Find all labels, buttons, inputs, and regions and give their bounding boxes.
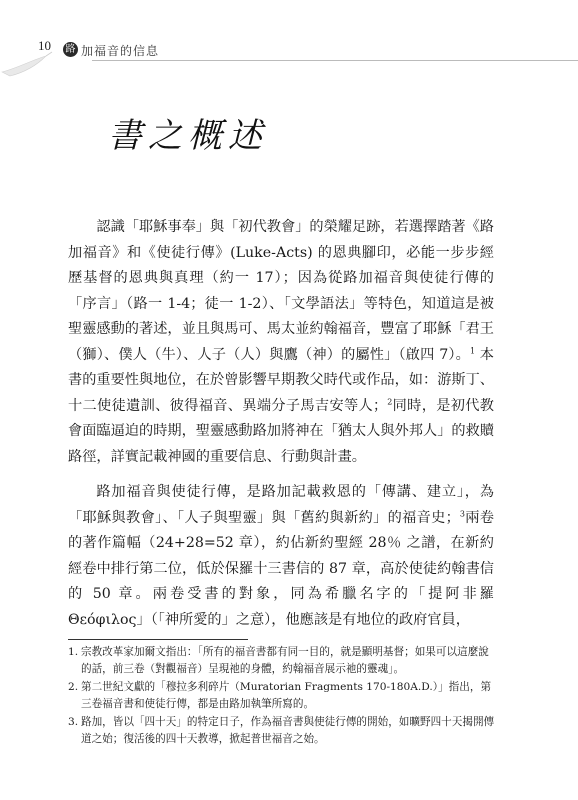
header-rule [92, 60, 578, 61]
footnote-item [68, 679, 498, 712]
feather-decoration-icon [0, 50, 70, 80]
footnote-ref[interactable]: 1 [470, 345, 476, 355]
footnote-number: 2. [68, 681, 79, 693]
footnote-ref[interactable]: 3 [459, 508, 465, 518]
running-header [30, 38, 578, 66]
footnote-item [68, 644, 498, 677]
paragraph-text: 本書的重要性與地位，在於曾影響早期教父時代或作品，如：游斯丁、十二使徒遺訓、彼得福音、異端分子馬吉安等人； [68, 346, 494, 414]
footnote-divider [68, 639, 248, 640]
footnote-text: 路加，皆以「四十天」的特定日子，作為福音書與使徒行傳的開始，如曠野四十天揭開傳道之始；復活後的四十天教導，掀起普世福音之始。 [81, 716, 495, 745]
section-title: 書之概述 [108, 116, 268, 156]
paragraph-text: 認識「耶穌事奉」與「初代教會」的榮耀足跡，若選擇踏著《路加福音》和《使徒行傳》(Luke-Acts) 的恩典腳印，必能一步步經歷基督的恩典與真理（約一 17）；因為從路加福音與使徒行傳的「序言」（路一 1-4；徒一 1-2）、「文學語法」等特色，知道這是被聖靈感動的著述，並且與馬可、馬太並約翰福音，豐富了耶穌「君王（獅）、僕人（牛）、人子（人）與鷹（神）的屬性」（啟四 7）。 [68, 219, 494, 363]
paragraph-text: 路加福音與使徒行傳，是路加記載救恩的「傳講、建立」，為「耶穌與教會」、「人子與聖靈」與「舊約與新約」的福音史； [68, 484, 494, 526]
footnote-item [68, 714, 498, 747]
body-text [68, 215, 494, 643]
footnote-number: 1. [68, 646, 79, 658]
page-number: 10 [38, 38, 51, 53]
paragraph-text: 同時，是初代教會面臨逼迫的時期，聖靈感動路加將神在「猶太人與外邦人」的救贖路徑，詳實記載神國的重要信息、行動與計畫。 [68, 397, 494, 465]
footnote-ref[interactable]: 2 [387, 396, 393, 406]
footnotes [68, 644, 498, 749]
running-title: 加福音的信息 [81, 44, 160, 58]
footnote-number: 3. [68, 716, 79, 728]
footnote-text: 第二世紀文獻的「穆拉多利碎片（Muratorian Fragments 170-180A.D.）」指出，第三卷福音書和使徒行傳，都是由路加執筆所寫的。 [81, 681, 492, 710]
paragraph-1 [68, 215, 494, 470]
paragraph-text: 兩卷的著作篇幅（24+28=52 章），約佔新約聖經 28％ 之譜，在新約經卷中排行第二位，低於保羅十三書信的 87 章，高於使徒約翰書信的 50 章。兩卷受書的對象，同為希臘名字的「提阿非羅 Θεόφιλος」（「神所愛的」之意），他應該是有地位的政府官員， [68, 509, 494, 628]
footnote-text: 宗教改革家加爾文指出：「所有的福音書都有同一目的，就是顯明基督；如果可以這麼說的話，前三卷（對觀福音）呈現祂的身體，約翰福音展示祂的靈魂」。 [81, 646, 489, 675]
chapter-badge: 路 [63, 42, 78, 57]
paragraph-2 [68, 480, 494, 633]
